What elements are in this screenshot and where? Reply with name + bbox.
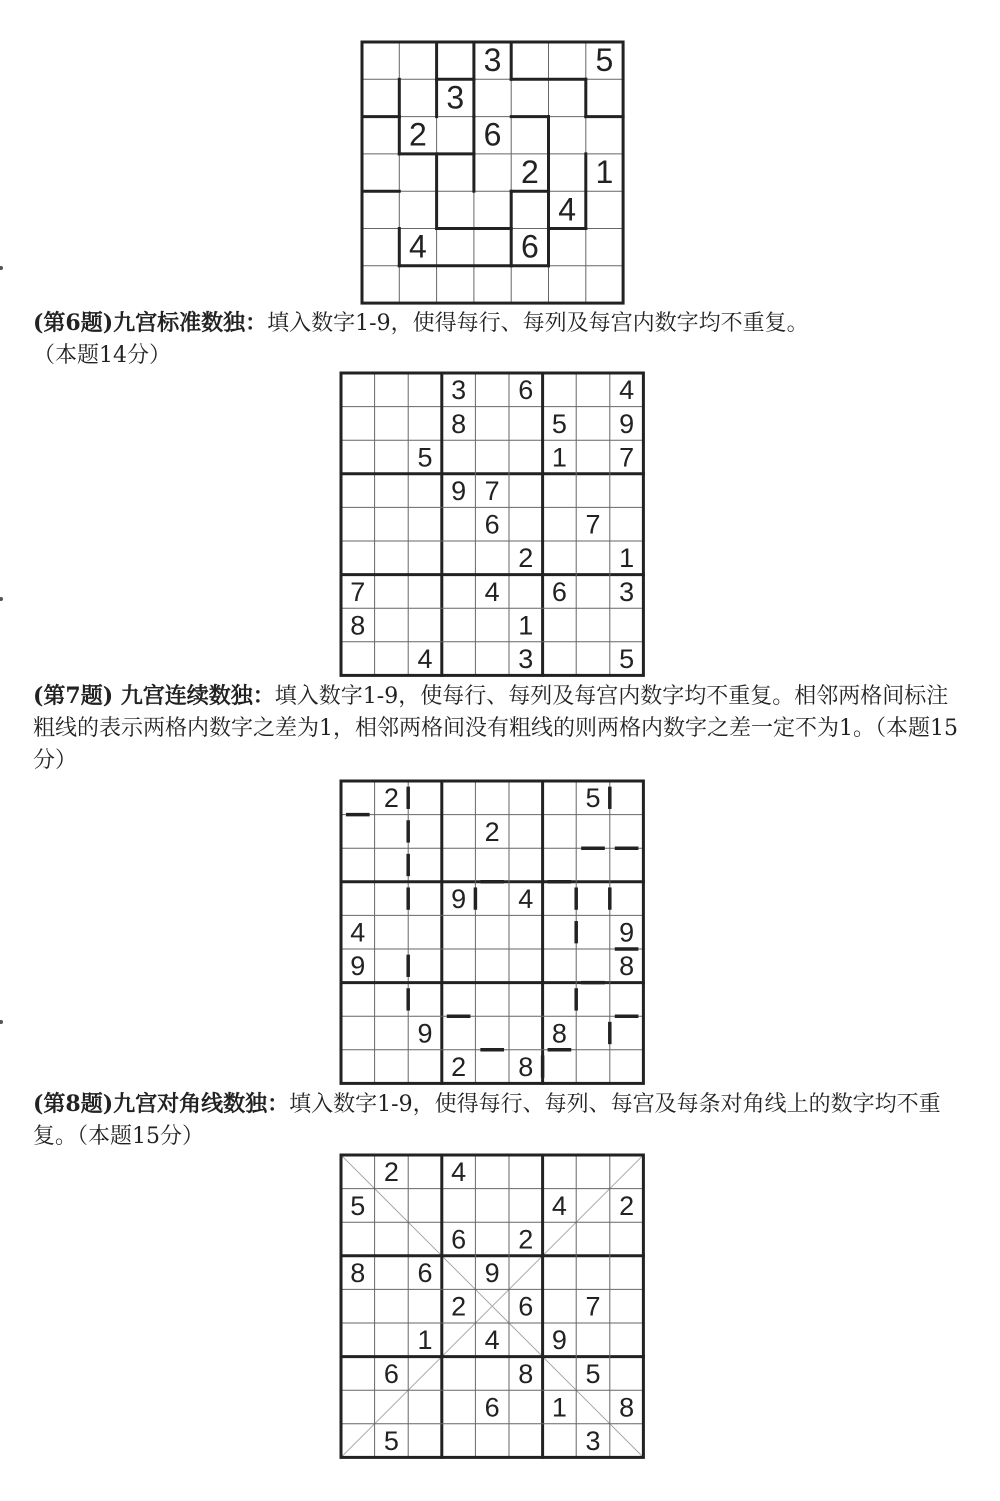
given-digit: 8 [518,1052,534,1083]
given-digit: 6 [383,1358,399,1389]
given-digit: 2 [451,1291,467,1322]
given-digit: 5 [619,644,635,675]
puzzle-5-irregular-grid [362,42,624,304]
given-digit: 2 [484,816,500,847]
question-7-score: （本题15分） [33,716,958,773]
given-digit: 5 [350,1190,366,1221]
given-digit: 1 [595,153,614,190]
given-digit: 3 [446,79,465,116]
given-digit: 6 [551,576,567,607]
given-digit: 3 [585,1426,601,1457]
given-digit: 4 [409,228,427,265]
question-8-diagonal-sudoku-grid [341,1155,644,1458]
question-7-text: 填入数字1-9，使每行、每列及每宫内数字均不重复。相邻两格间标注粗线的表示两格内数字之差为1，相邻两格间没有粗线的则两格内数字之差一定不为1。 [33,684,949,741]
question-8-caption [33,1088,968,1153]
given-digit: 1 [551,442,567,473]
given-digit: 4 [451,1157,467,1188]
given-digit: 9 [619,917,635,948]
question-6-label: (第6题)九宫标准数独： [33,310,268,336]
given-digit: 1 [417,1325,433,1356]
question-7-caption [33,680,968,777]
given-digit: 7 [619,442,635,473]
given-digit: 4 [619,375,635,406]
margin-dot [0,266,3,270]
question-6-svg [341,373,644,676]
given-digit: 1 [518,610,534,641]
given-digit: 8 [518,1358,534,1389]
given-digit: 8 [451,408,467,439]
given-digit: 6 [518,375,534,406]
given-digit: 9 [484,1258,500,1289]
given-digit: 3 [518,644,534,675]
given-digit: 9 [451,476,467,507]
margin-dot [0,1020,3,1024]
given-digit: 9 [350,951,366,982]
margin-dot [0,597,3,601]
given-digit: 5 [551,408,567,439]
given-digit: 4 [518,884,534,915]
given-digit: 6 [451,1224,467,1255]
given-digit: 9 [417,1018,433,1049]
given-digit: 7 [585,509,601,540]
question-6-sudoku-grid [341,373,644,676]
given-digit: 5 [383,1426,399,1457]
given-digit: 5 [417,442,433,473]
given-digit: 8 [551,1018,567,1049]
given-digit: 3 [451,375,467,406]
given-digit: 7 [585,1291,601,1322]
given-digit: 2 [451,1052,467,1083]
given-digit: 6 [518,1291,534,1322]
question-8-text: 填入数字1-9，使得每行、每列、每宫及每条对角线上的数字均不重复。 [33,1092,941,1149]
given-digit: 6 [417,1258,433,1289]
given-digit: 2 [383,783,399,814]
given-digit: 2 [619,1190,635,1221]
question-6-text: 填入数字1-9，使得每行、每列及每宫内数字均不重复。 [267,311,809,336]
given-digit: 1 [551,1392,567,1423]
outer-border [362,42,623,303]
given-digit: 2 [520,153,539,190]
given-digit: 4 [558,191,577,228]
puzzle-5-svg [362,42,624,304]
given-digit: 6 [483,116,502,153]
given-digit: 9 [551,1325,567,1356]
given-digit: 6 [484,509,500,540]
given-digit: 2 [518,543,534,574]
given-digit: 4 [484,576,500,607]
given-digit: 3 [619,576,635,607]
given-digit: 5 [595,42,614,79]
question-6-caption [33,307,968,372]
given-digit: 7 [350,576,366,607]
given-digit: 1 [619,543,635,574]
given-digit: 8 [619,951,635,982]
question-8-score: （本题15分） [77,1124,205,1149]
given-digit: 4 [484,1325,500,1356]
given-digit: 5 [585,783,601,814]
given-digit: 9 [451,884,467,915]
given-digit: 6 [520,228,539,265]
question-7-svg [341,781,644,1084]
given-digit: 6 [484,1392,500,1423]
given-digit: 8 [619,1392,635,1423]
given-digit: 8 [350,610,366,641]
given-digit: 2 [518,1224,534,1255]
given-digit: 2 [383,1157,399,1188]
question-8-svg [341,1155,644,1458]
given-digit: 3 [483,42,502,79]
given-digit: 9 [619,408,635,439]
given-digit: 8 [350,1258,366,1289]
question-6-score: （本题14分） [33,343,171,368]
question-7-consecutive-sudoku-grid [341,781,644,1084]
given-digit: 4 [417,644,433,675]
given-digit: 7 [484,476,500,507]
given-digit: 4 [551,1190,567,1221]
given-digit: 4 [350,917,366,948]
given-digit: 2 [409,116,427,153]
question-7-label: (第7题) 九宫连续数独： [33,683,275,709]
given-digit: 5 [585,1358,601,1389]
question-8-label: (第8题)九宫对角线数独： [33,1091,290,1117]
